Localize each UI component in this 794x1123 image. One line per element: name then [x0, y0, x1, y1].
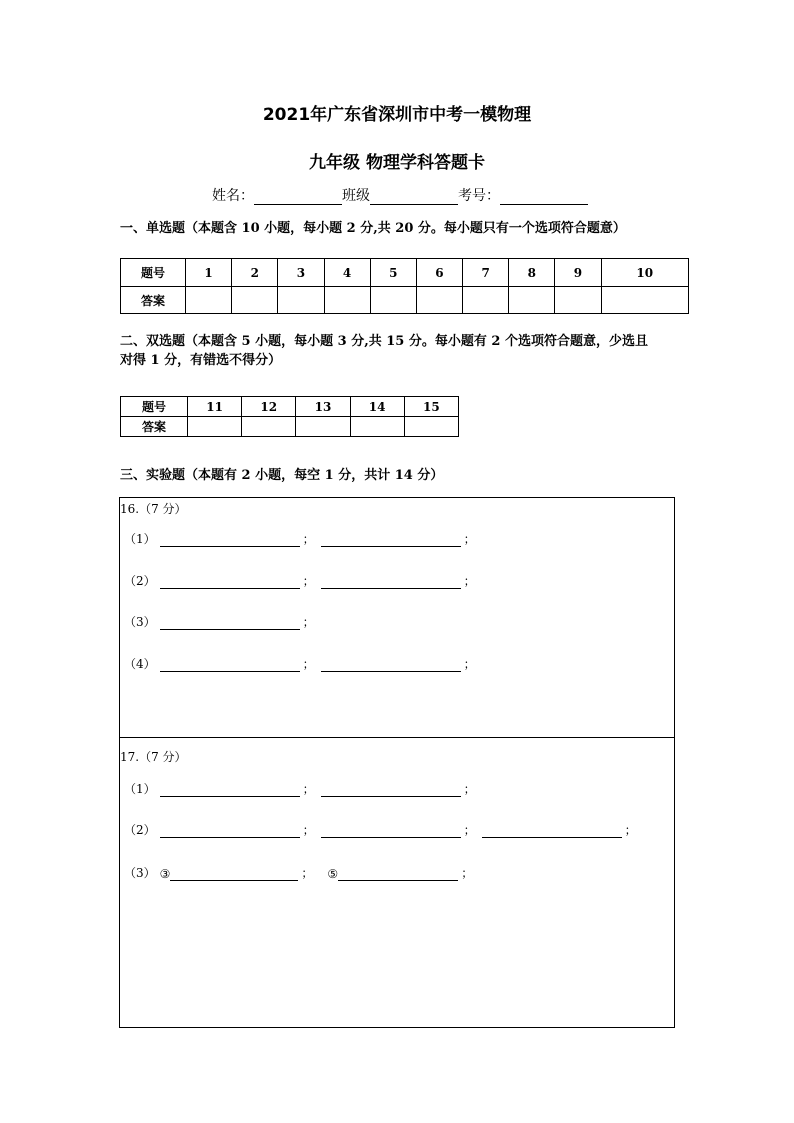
- answer-blank[interactable]: [160, 824, 300, 838]
- exam-no-field[interactable]: [500, 189, 588, 205]
- answer-blank[interactable]: [321, 824, 461, 838]
- question-num: 3: [278, 259, 324, 287]
- separator: ；: [463, 574, 476, 588]
- q16-item-1: [124, 530, 482, 547]
- name-field[interactable]: [254, 189, 342, 205]
- answer-cell[interactable]: [416, 287, 462, 314]
- section1-heading: 一、单选题（本题含 10 小题，每小题 2 分,共 20 分。每小题只有一个选项符合题意）: [120, 221, 626, 236]
- question-num: 13: [296, 397, 350, 417]
- q16-item-3: [124, 613, 321, 630]
- question-num: 15: [404, 397, 458, 417]
- answer-cell[interactable]: [188, 417, 242, 437]
- question-num: 10: [601, 259, 688, 287]
- answer-blank[interactable]: [160, 658, 300, 672]
- answer-blank[interactable]: [160, 533, 300, 547]
- separator: ；: [302, 823, 315, 837]
- answer-cell[interactable]: [509, 287, 555, 314]
- answer-cell[interactable]: [350, 417, 404, 437]
- table-row: [121, 259, 689, 287]
- answer-card-subtitle: 九年级 物理学科答题卡: [309, 153, 485, 173]
- answer-blank[interactable]: [160, 616, 300, 630]
- separator: ；: [302, 782, 315, 796]
- q17-item-3: [124, 864, 479, 881]
- item-label: （3）: [124, 615, 156, 629]
- item-label: （2）: [124, 574, 156, 588]
- question-num: 14: [350, 397, 404, 417]
- answer-blank[interactable]: [321, 658, 461, 672]
- separator: ；: [302, 615, 315, 629]
- class-field[interactable]: [370, 189, 458, 205]
- question-num: 1: [186, 259, 232, 287]
- answer-blank[interactable]: [482, 824, 622, 838]
- circled-mark-5: ⑤: [327, 867, 339, 881]
- row-label-ans: 答案: [121, 287, 186, 314]
- item-label: （3）: [124, 866, 156, 880]
- answer-cell[interactable]: [404, 417, 458, 437]
- answer-blank[interactable]: [160, 575, 300, 589]
- circled-mark-3: ③: [159, 867, 171, 881]
- item-label: （4）: [124, 657, 156, 671]
- table-row: [121, 287, 689, 314]
- question-num: 4: [324, 259, 370, 287]
- section2-heading-line2: 对得 1 分，有错选不得分）: [120, 353, 282, 368]
- section2-heading: [120, 332, 648, 370]
- answer-cell[interactable]: [324, 287, 370, 314]
- section2-answer-table: [120, 396, 459, 437]
- question-num: 5: [370, 259, 416, 287]
- question-num: 12: [242, 397, 296, 417]
- separator: ；: [302, 532, 315, 546]
- answer-cell[interactable]: [555, 287, 601, 314]
- section3-heading: 三、实验题（本题有 2 小题，每空 1 分，共计 14 分）: [120, 468, 444, 483]
- separator: ；: [302, 574, 315, 588]
- question-num: 6: [416, 259, 462, 287]
- class-label: 班级: [342, 188, 370, 204]
- answer-cell[interactable]: [296, 417, 350, 437]
- separator: ；: [463, 823, 476, 837]
- answer-cell[interactable]: [242, 417, 296, 437]
- question-num: 11: [188, 397, 242, 417]
- q16-title: 16.（7 分）: [120, 502, 187, 516]
- answer-cell[interactable]: [232, 287, 278, 314]
- separator: ；: [301, 866, 314, 880]
- answer-blank[interactable]: [321, 783, 461, 797]
- separator: ；: [302, 657, 315, 671]
- page-title: 2021年广东省深圳市中考一模物理: [262, 105, 532, 125]
- row-label-num: 题号: [121, 397, 188, 417]
- q16-item-2: [124, 572, 482, 589]
- separator: ；: [463, 782, 476, 796]
- question-num: 7: [463, 259, 509, 287]
- answer-cell[interactable]: [601, 287, 688, 314]
- row-label-ans: 答案: [121, 417, 188, 437]
- separator: ；: [461, 866, 474, 880]
- table-row: [121, 397, 459, 417]
- answer-cell[interactable]: [463, 287, 509, 314]
- name-label: 姓名：: [212, 188, 254, 204]
- answer-cell[interactable]: [278, 287, 324, 314]
- separator: ；: [463, 657, 476, 671]
- q17-item-1: [124, 780, 482, 797]
- answer-blank[interactable]: [170, 867, 298, 881]
- exam-no-label: 考号：: [458, 188, 500, 204]
- section2-heading-line1: 二、双选题（本题含 5 小题，每小题 3 分,共 15 分。每小题有 2 个选项符合题意，少选且: [120, 334, 648, 349]
- answer-cell[interactable]: [186, 287, 232, 314]
- separator: ；: [624, 823, 637, 837]
- answer-blank[interactable]: [338, 867, 458, 881]
- item-label: （1）: [124, 782, 156, 796]
- section1-answer-table: [120, 258, 689, 314]
- row-label-num: 题号: [121, 259, 186, 287]
- question-num: 9: [555, 259, 601, 287]
- item-label: （2）: [124, 823, 156, 837]
- question-num: 8: [509, 259, 555, 287]
- answer-blank[interactable]: [321, 575, 461, 589]
- answer-cell[interactable]: [370, 287, 416, 314]
- item-label: （1）: [124, 532, 156, 546]
- table-row: [121, 417, 459, 437]
- q17-item-2: [124, 821, 643, 838]
- answer-blank[interactable]: [321, 533, 461, 547]
- q17-title: 17.（7 分）: [120, 750, 187, 764]
- student-info-row: [212, 185, 588, 205]
- answer-blank[interactable]: [160, 783, 300, 797]
- q16-item-4: [124, 655, 482, 672]
- question-num: 2: [232, 259, 278, 287]
- separator: ；: [463, 532, 476, 546]
